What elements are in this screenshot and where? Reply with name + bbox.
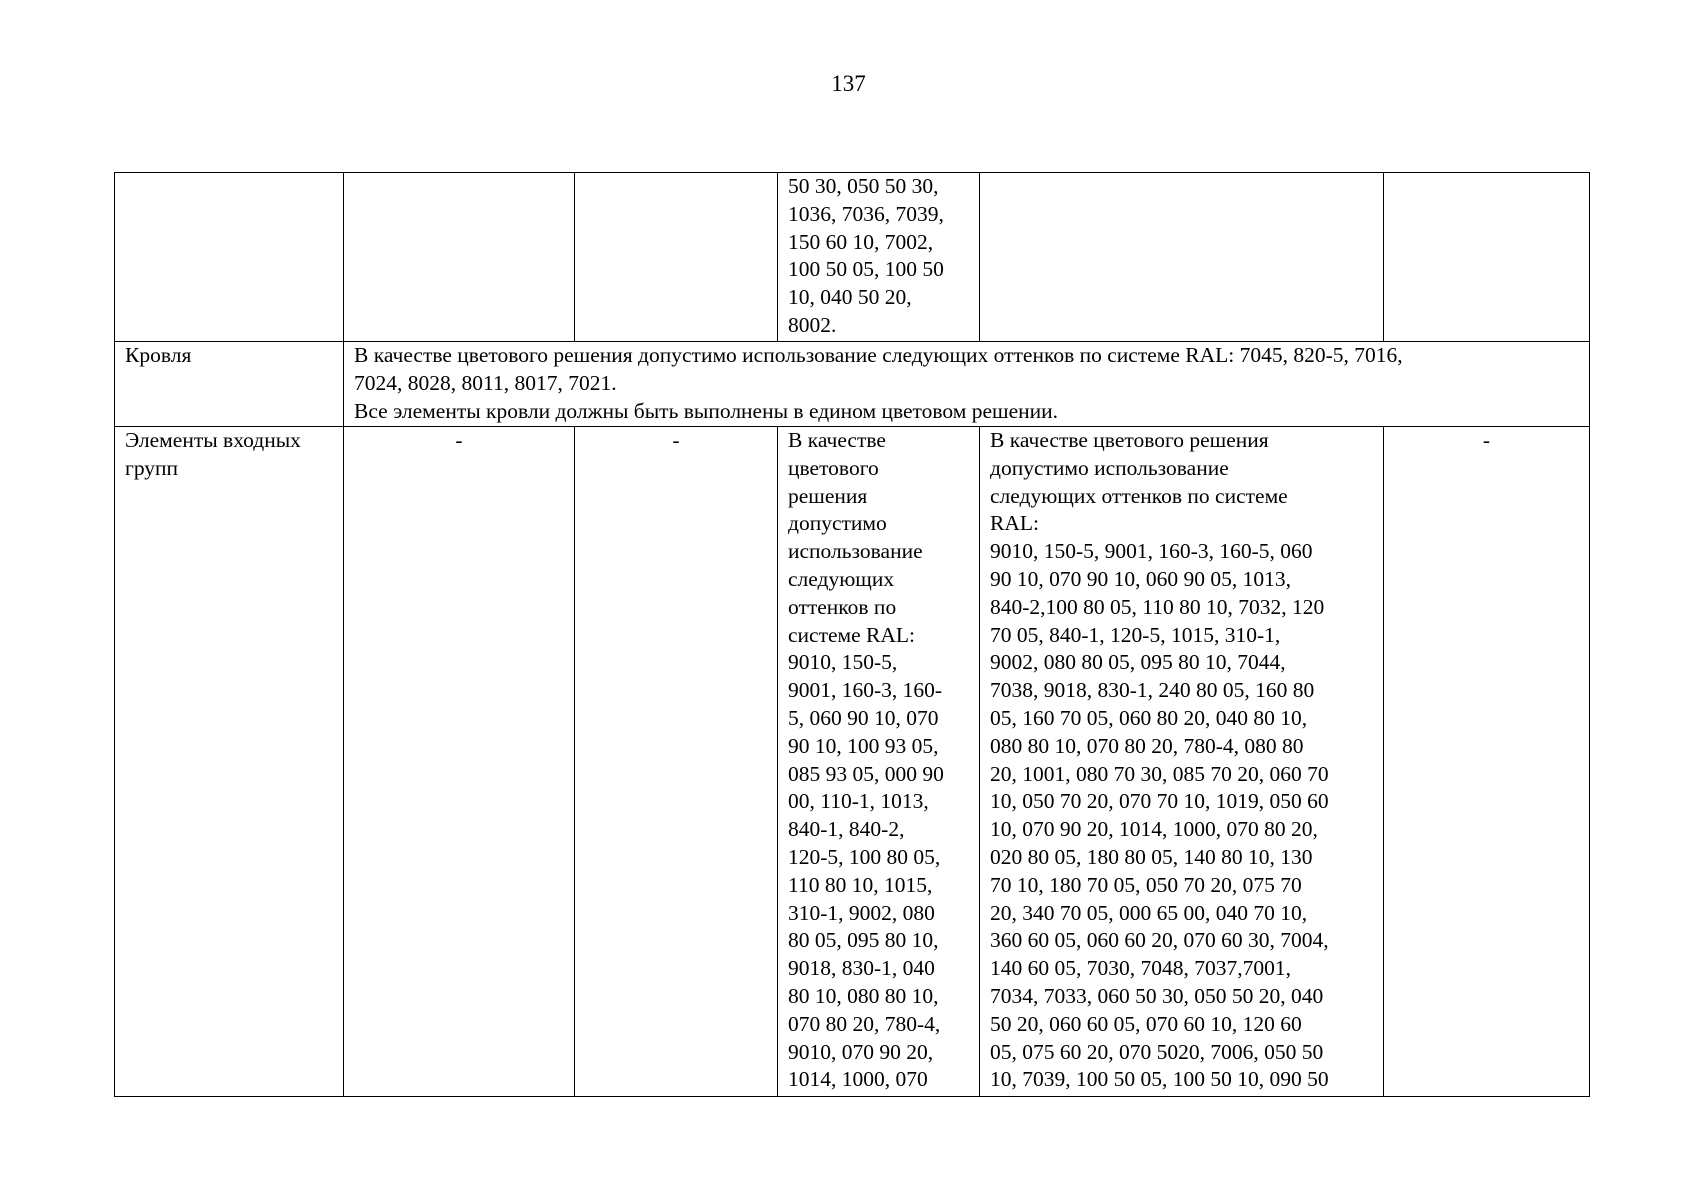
table-cell-color-list: 50 30, 050 50 30, 1036, 7036, 7039, 150 60 10, 7002, 100 50 05, 100 50 10, 040 50 20, 8002. — [778, 173, 980, 342]
page-number: 137 — [831, 71, 866, 96]
table-cell — [115, 173, 344, 342]
table-cell — [344, 173, 575, 342]
row-label-roof: Кровля — [115, 342, 344, 427]
table-cell — [1384, 173, 1590, 342]
table-cell-dash: - — [575, 427, 778, 1097]
table-cell — [575, 173, 778, 342]
table-cell-dash: - — [1384, 427, 1590, 1097]
table-row-entrance-elements — [115, 427, 1590, 1097]
table-cell-color-list: В качестве цветового решения допустимо использование следующих оттенков по системе RAL: 9010, 150-5, 9001, 160-3, 160-5, 060 90 10, 070 90 10, 060 90 05, 1013, 840-2,100 80 05, 110 80 10, 7032, 120 70 05, 840-1, 120-5, 1015, 310-1, 9002, 080 80 05, 095 80 10, 7044, 7038, 9018, 830-1, 240 80 05, 160 80 05, 160 70 05, 060 80 20, 040 80 10, 080 80 10, 070 80 20, 780-4, 080 80 20, 1001, 080 70 30, 085 70 20, 060 70 10, 050 70 20, 070 70 10, 1019, 050 60 10, 070 90 20, 1014, 1000, 070 80 20, 020 80 05, 180 80 05, 140 80 10, 130 70 10, 180 70 05, 050 70 20, 075 70 20, 340 70 05, 000 65 00, 040 70 10, 360 60 05, 060 60 20, 070 60 30, 7004, 140 60 05, 7030, 7048, 7037,7001, 7034, 7033, 060 50 30, 050 50 20, 040 50 20, 060 60 05, 070 60 10, 120 60 05, 075 60 20, 070 5020, 7006, 050 50 10, 7039, 100 50 05, 100 50 10, 090 50 — [980, 427, 1384, 1097]
table-cell-color-list: В качестве цветового решения допустимо использование следующих оттенков по системе RAL: 9010, 150-5, 9001, 160-3, 160- 5, 060 90 10, 070 90 10, 100 93 05, 085 93 05, 000 90 00, 110-1, 1013, 840-1, 840-2, 120-5, 100 80 05, 110 80 10, 1015, 310-1, 9002, 080 80 05, 095 80 10, 9018, 830-1, 040 80 10, 080 80 10, 070 80 20, 780-4, 9010, 070 90 20, 1014, 1000, 070 — [778, 427, 980, 1097]
table-row-roof — [115, 342, 1590, 427]
table-row — [115, 173, 1590, 342]
table-cell-dash: - — [344, 427, 575, 1097]
row-label-entrance-elements: Элементы входных групп — [115, 427, 344, 1097]
table-cell — [980, 173, 1384, 342]
roof-color-text: В качестве цветового решения допустимо использование следующих оттенков по системе RAL: 7045, 820-5, 7016, 7024, 8028, 8011, 8017, 7021. Все элементы кровли должны быть выполнены в едином цветовом решении. — [344, 342, 1590, 427]
color-requirements-table — [114, 172, 1590, 1097]
